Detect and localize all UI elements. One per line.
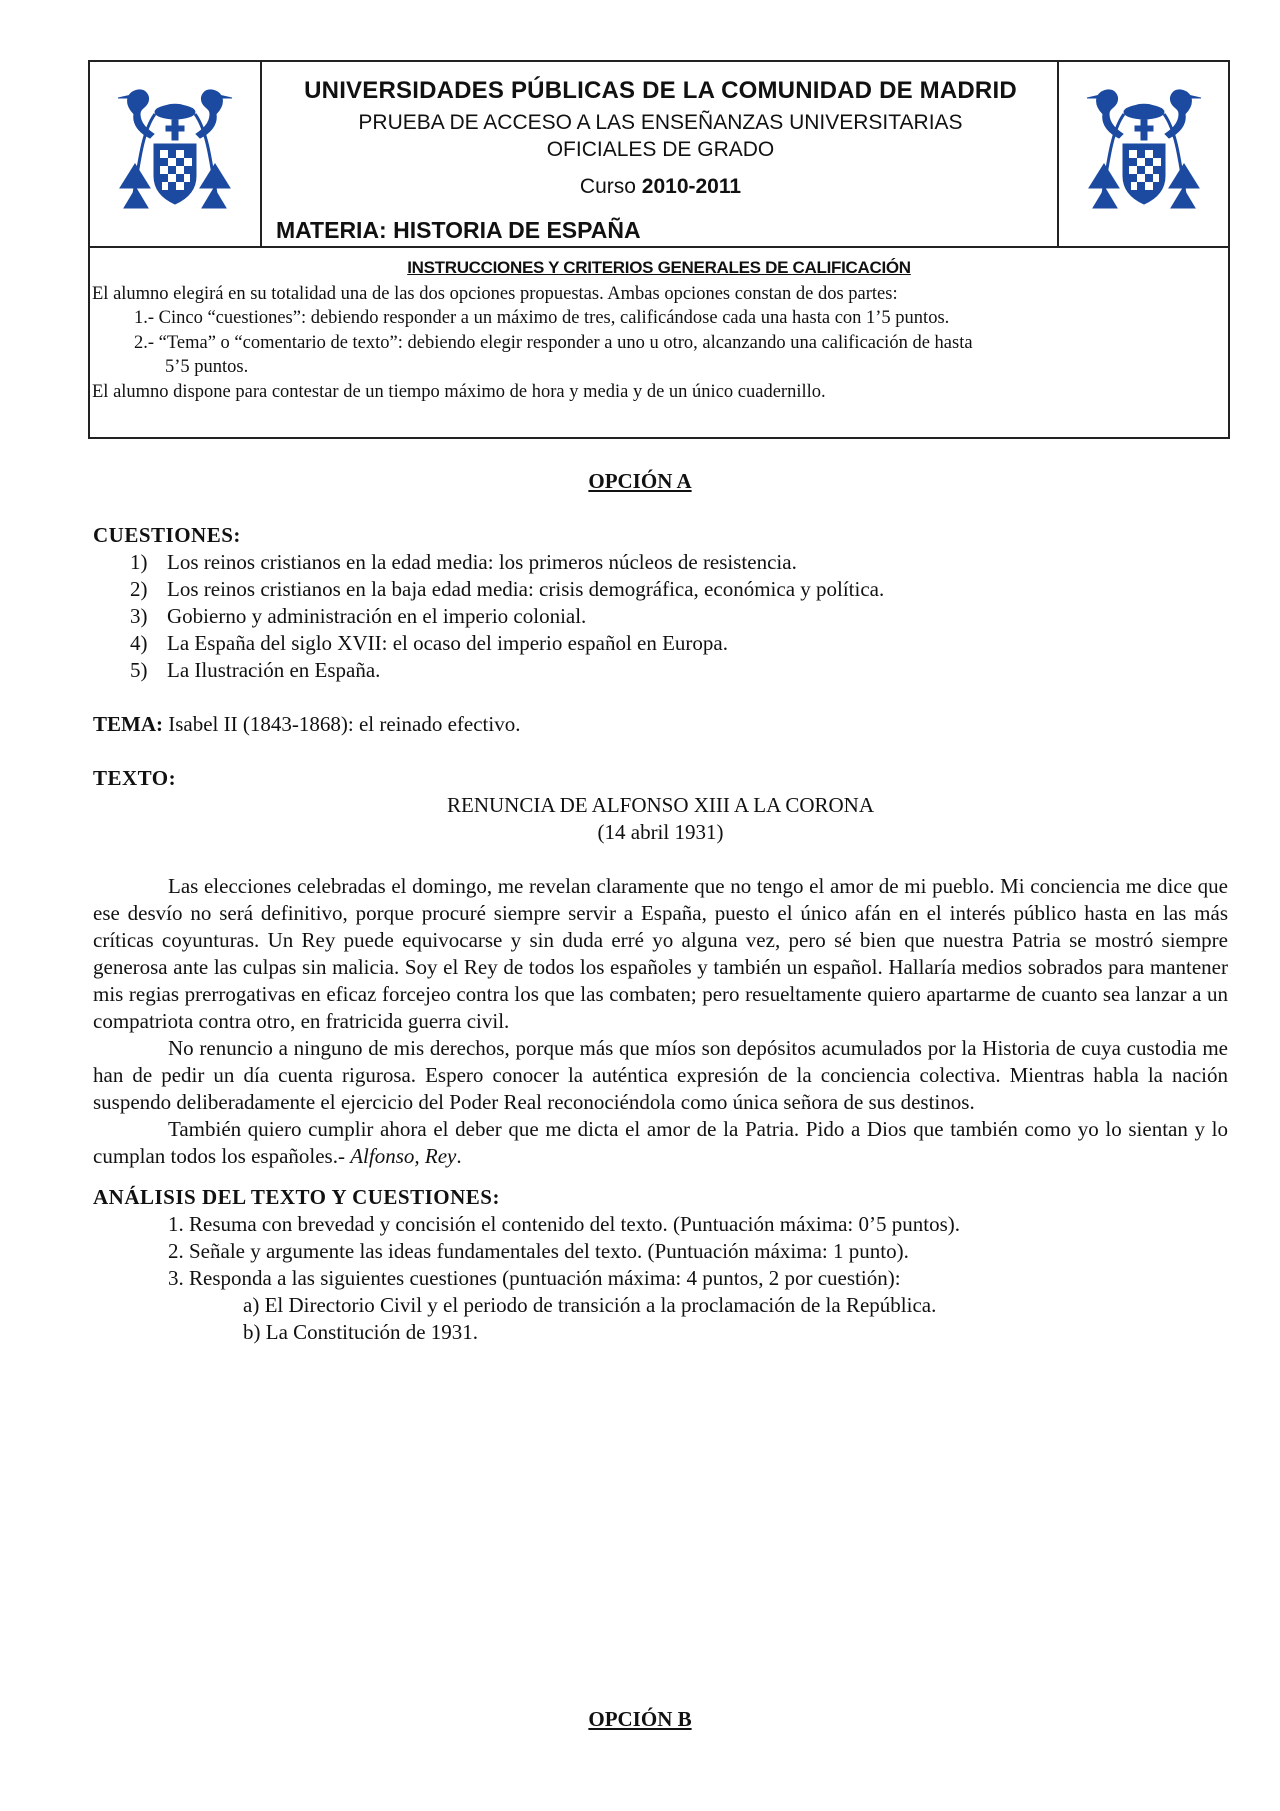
exam-name-line1: PRUEBA DE ACCESO A LAS ENSEÑANZAS UNIVERSITARIAS <box>358 111 963 134</box>
sub-question-b: b) La Constitución de 1931. <box>243 1320 479 1344</box>
list-item: 5) La Ilustración en España. <box>130 658 381 682</box>
instructions-title: INSTRUCCIONES Y CRITERIOS GENERALES DE CALIFICACIÓN <box>407 258 911 277</box>
instructions-item-2: 2.- “Tema” o “comentario de texto”: debiendo elegir responder a uno u otro, alcanzando una calificación de hasta <box>134 332 973 353</box>
list-item: 4) La España del siglo XVII: el ocaso del imperio español en Europa. <box>130 631 728 655</box>
option-a-title: OPCIÓN A <box>588 469 692 493</box>
tema <box>93 711 1228 738</box>
right-logo-cell <box>1057 62 1228 246</box>
list-item: 3) Gobierno y administración en el imperio colonial. <box>130 604 587 628</box>
signature: Alfonso, Rey <box>350 1144 457 1168</box>
university-crest-icon <box>1083 84 1205 224</box>
instructions-block <box>90 250 1228 404</box>
course-year <box>262 175 1059 199</box>
text-paragraph-2: No renuncio a ninguno de mis derechos, porque más que míos son depósitos acumulados por la Historia de cuya custodia me han de pedir un día cuenta rigurosa. Espero conocer la auténtica expresión de la conciencia colectiva. Mientras habla la nación suspendo deliberadamente el ejercicio del Poder Real reconociéndola como única señora de sus destinos. <box>93 1036 1228 1114</box>
tema-text: Isabel II (1843-1868): el reinado efectivo. <box>163 712 521 736</box>
header-top-row <box>90 62 1228 248</box>
text-title: RENUNCIA DE ALFONSO XIII A LA CORONA <box>446 793 875 817</box>
subject-title: MATERIA: HISTORIA DE ESPAÑA <box>276 217 641 243</box>
exam-header <box>88 60 1230 439</box>
texto-label: TEXTO: <box>93 766 177 790</box>
tema-label: TEMA: <box>93 712 163 736</box>
option-a-content <box>93 522 1228 1346</box>
analysis-item-1: 1. Resuma con brevedad y concisión el contenido del texto. (Puntuación máxima: 0’5 puntos). <box>168 1212 960 1236</box>
text-paragraph-1: Las elecciones celebradas el domingo, me revelan claramente que no tengo el amor de mi pueblo. Mi conciencia me dice que ese desvío no será definitivo, porque procuré siempre servir a España, puesto el único afán en el interés público hasta en las más críticas coyunturas. Un Rey puede equivocarse y sin duda erré yo alguna vez, pero sé bien que nuestra Patria se mostró siempre generosa ante las culpas sin malicia. Soy el Rey de todos los españoles y también un español. Hallaría medios sobrados para mantener mis regias prerrogativas en eficaz forcejeo contra los que las combaten; pero resueltamente quiero apartarme de cuanto sea lanzar a un compatriota contra otro, en fratricida guerra civil. <box>93 874 1228 1033</box>
list-item: 2) Los reinos cristianos en la baja edad media: crisis demográfica, económica y política. <box>130 577 885 601</box>
course-label: Curso <box>579 175 636 198</box>
sub-question-a: a) El Directorio Civil y el periodo de transición a la proclamación de la República. <box>243 1293 937 1317</box>
list-item: 1) Los reinos cristianos en la edad media: los primeros núcleos de resistencia. <box>130 550 797 574</box>
option-b-title: OPCIÓN B <box>588 1707 692 1731</box>
instructions-time: El alumno dispone para contestar de un tiempo máximo de hora y media y de un único cuadernillo. <box>92 381 826 402</box>
university-crest-icon <box>114 84 236 224</box>
exam-name-line2: OFICIALES DE GRADO <box>546 138 775 161</box>
questions-heading: CUESTIONES: <box>93 523 241 547</box>
instructions-intro: El alumno elegirá en su totalidad una de las dos opciones propuestas. Ambas opciones constan de dos partes: <box>92 283 898 304</box>
text-date: (14 abril 1931) <box>597 820 724 844</box>
exam-name <box>262 109 1059 163</box>
left-logo-cell <box>90 62 262 246</box>
instructions-item-1: 1.- Cinco “cuestiones”: debiendo responder a un máximo de tres, calificándose cada una hasta con 1’5 puntos. <box>134 308 950 328</box>
analysis-item-2: 2. Señale y argumente las ideas fundamentales del texto. (Puntuación máxima: 1 punto). <box>168 1239 909 1263</box>
course-value: 2010-2011 <box>641 175 742 198</box>
analysis-item-3: 3. Responda a las siguientes cuestiones (puntuación máxima: 4 puntos, 2 por cuestión): <box>168 1266 901 1290</box>
header-title-block <box>262 62 1059 246</box>
questions-list <box>93 549 1228 684</box>
text-paragraph-3: También quiero cumplir ahora el deber que me dicta el amor de la Patria. Pido a Dios que también como yo lo sientan y lo cumplan todos los españoles.- Alfonso, Rey. <box>93 1117 1228 1168</box>
instructions-item-2-cont: 5’5 puntos. <box>165 357 249 377</box>
analysis-heading: ANÁLISIS DEL TEXTO Y CUESTIONES: <box>93 1185 500 1209</box>
university-name: UNIVERSIDADES PÚBLICAS DE LA COMUNIDAD DE MADRID <box>304 77 1017 104</box>
